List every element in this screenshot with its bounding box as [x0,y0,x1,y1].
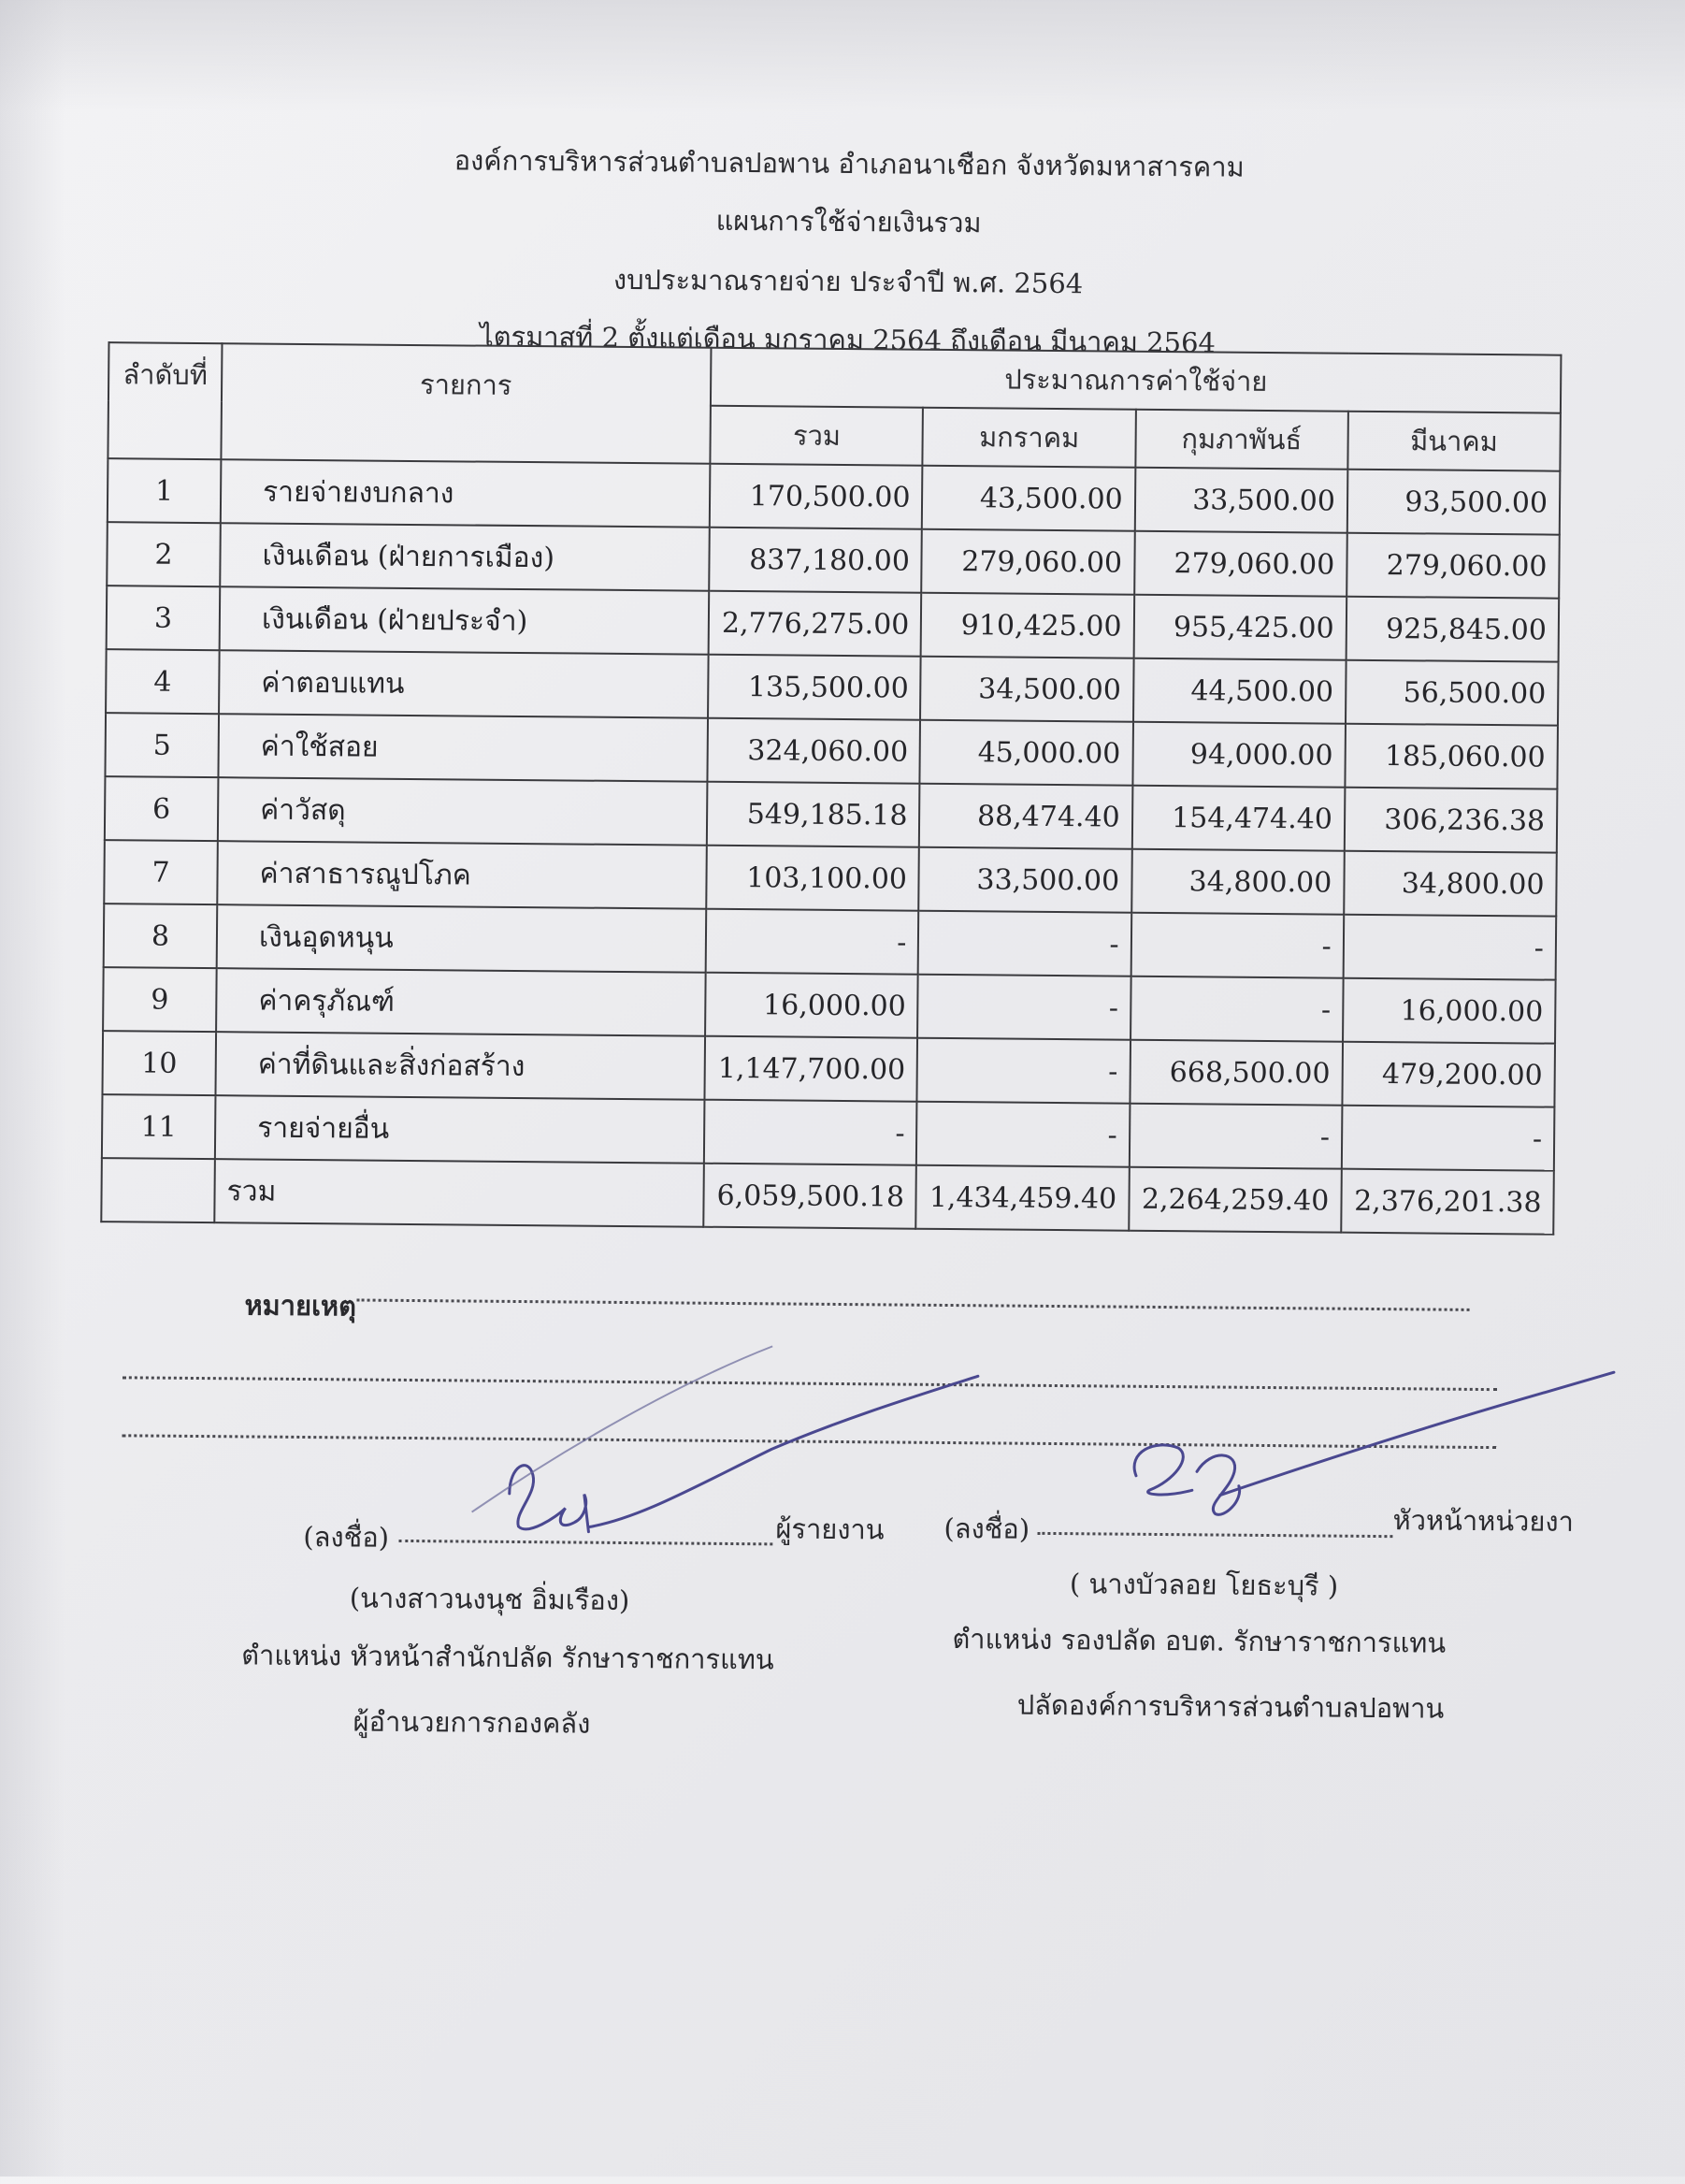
row-number: 7 [104,840,218,904]
row-total: 135,500.00 [708,655,921,720]
row-item: ค่าครุภัณฑ์ [216,968,706,1036]
row-february: - [1129,1104,1342,1169]
row-march: 925,845.00 [1346,597,1559,662]
row-item: เงินเดือน (ฝ่ายการเมือง) [220,523,710,591]
total-sum: 6,059,500.18 [704,1164,917,1229]
total-row-number [101,1158,215,1222]
row-january: 43,500.00 [922,466,1135,531]
right-signer-name: ( นางบัวลอย โยธะบุรี ) [1069,1568,1339,1602]
header-organization: องค์การบริหารส่วนตำบลปอพาน อำเภอนาเชือก จังหวัดมหาสารคาม [454,144,1245,183]
total-february: 2,264,259.40 [1129,1167,1342,1233]
row-number: 3 [107,586,221,650]
row-february: 34,800.00 [1131,849,1345,915]
row-item: ค่าสาธารณูปโภค [217,841,707,909]
row-number: 9 [103,967,217,1032]
right-signer-role: หัวหน้าหน่วยงา [1392,1504,1575,1538]
row-march: - [1342,1106,1555,1171]
row-march: - [1343,915,1556,980]
row-march: 16,000.00 [1343,978,1556,1044]
col-header-item: รายการ [221,343,711,464]
right-sign-prefix: (ลงชื่อ) [943,1511,1030,1545]
row-march: 56,500.00 [1346,660,1559,726]
row-number: 1 [108,458,222,523]
row-total: 324,060.00 [708,718,921,784]
left-signer-role: ผู้รายงาน [775,1512,885,1546]
row-february: 94,000.00 [1132,722,1346,788]
row-january: - [916,1102,1130,1167]
total-label: รวม [214,1159,704,1227]
col-header-estimate-group: ประมาณการค่าใช้จ่าย [711,348,1561,413]
row-number: 4 [106,649,220,714]
row-february: 44,500.00 [1133,658,1347,724]
row-item: ค่าวัสดุ [218,777,708,846]
row-number: 2 [107,522,221,586]
note-label: หมายเหตุ [244,1289,357,1323]
row-number: 6 [105,776,219,841]
signature-right-icon [1134,1368,1614,1518]
row-number: 10 [102,1031,216,1095]
budget-table [100,341,1562,1236]
row-item: เงินเดือน (ฝ่ายประจำ) [220,586,710,655]
right-signer-position-2: ปลัดองค์การบริหารส่วนตำบลปอพาน [1016,1688,1445,1725]
row-number: 11 [102,1094,216,1159]
row-january: - [918,911,1131,976]
row-january: - [917,1038,1131,1104]
row-january: 45,000.00 [920,720,1133,786]
row-january: 279,060.00 [922,529,1135,595]
row-number: 8 [104,904,218,968]
right-signer-position-1: ตำแหน่ง รองปลัด อบต. รักษาราชการแทน [952,1623,1447,1659]
budget-table-body [101,458,1560,1235]
row-march: 306,236.38 [1345,788,1558,853]
row-total: 2,776,275.00 [709,591,922,657]
row-total: 549,185.18 [707,782,920,847]
row-total: 103,100.00 [707,846,920,911]
col-header-january: มกราคม [923,408,1136,468]
left-sign-prefix: (ลงชื่อ) [303,1521,390,1554]
signature-left-icon [509,1372,977,1535]
header-plan-title: แผนการใช้จ่ายเงินรวม [715,204,982,239]
signature-stroke-trace-icon [472,1344,773,1515]
row-item: รายจ่ายอื่น [215,1095,705,1164]
row-item: เงินอุดหนุน [217,904,707,973]
total-january: 1,434,459.40 [916,1165,1130,1231]
row-total: 1,147,700.00 [705,1036,918,1102]
row-january: 910,425.00 [921,593,1134,658]
row-item: ค่าใช้สอย [218,714,708,782]
row-january: 34,500.00 [920,657,1133,722]
handwritten-signatures [116,1322,1633,1578]
left-signer-position-2: ผู้อำนวยการกองคลัง [353,1705,591,1740]
row-january: 33,500.00 [919,847,1132,913]
header-quarter: ไตรมาสที่ 2 ตั้งแต่เดือน มกราคม 2564 ถึงเดือน มีนาคม 2564 [480,320,1217,359]
left-signer-position-1: ตำแหน่ง หัวหน้าสำนักปลัด รักษาราชการแทน [241,1639,774,1676]
row-march: 93,500.00 [1347,470,1561,535]
row-february: 279,060.00 [1134,531,1347,597]
table-total-row [101,1158,1554,1235]
row-january: - [917,975,1131,1040]
row-february: 955,425.00 [1133,595,1347,660]
row-item: ค่าที่ดินและสิ่งก่อสร้าง [216,1032,706,1100]
row-total: - [706,909,919,975]
left-signer-name: (นางสาวนงนุช อิ่มเรือง) [349,1582,630,1617]
row-february: - [1131,976,1344,1042]
row-total: 170,500.00 [710,464,923,529]
row-march: 279,060.00 [1347,533,1560,599]
row-march: 34,800.00 [1344,851,1557,917]
col-header-no: ลำดับที่ [108,342,222,459]
col-header-march: มีนาคม [1347,412,1561,471]
col-header-total: รวม [711,406,924,466]
row-march: 479,200.00 [1342,1042,1555,1107]
row-january: 88,474.40 [919,784,1132,849]
note-line-1 [357,1298,1470,1310]
col-header-february: กุมภาพันธ์ [1135,410,1348,470]
row-item: รายจ่ายงบกลาง [221,459,711,528]
row-march: 185,060.00 [1345,724,1558,789]
row-february: 668,500.00 [1130,1040,1343,1106]
row-february: 154,474.40 [1131,786,1345,851]
row-item: ค่าตอบแทน [219,650,709,718]
header-budget-year: งบประมาณรายจ่าย ประจำปี พ.ศ. 2564 [612,263,1084,300]
row-total: 837,180.00 [709,528,922,593]
row-total: - [704,1100,917,1165]
row-number: 5 [105,713,219,777]
row-february: 33,500.00 [1134,468,1347,533]
total-march: 2,376,201.38 [1341,1169,1554,1235]
row-total: 16,000.00 [705,973,918,1038]
row-february: - [1131,913,1344,978]
